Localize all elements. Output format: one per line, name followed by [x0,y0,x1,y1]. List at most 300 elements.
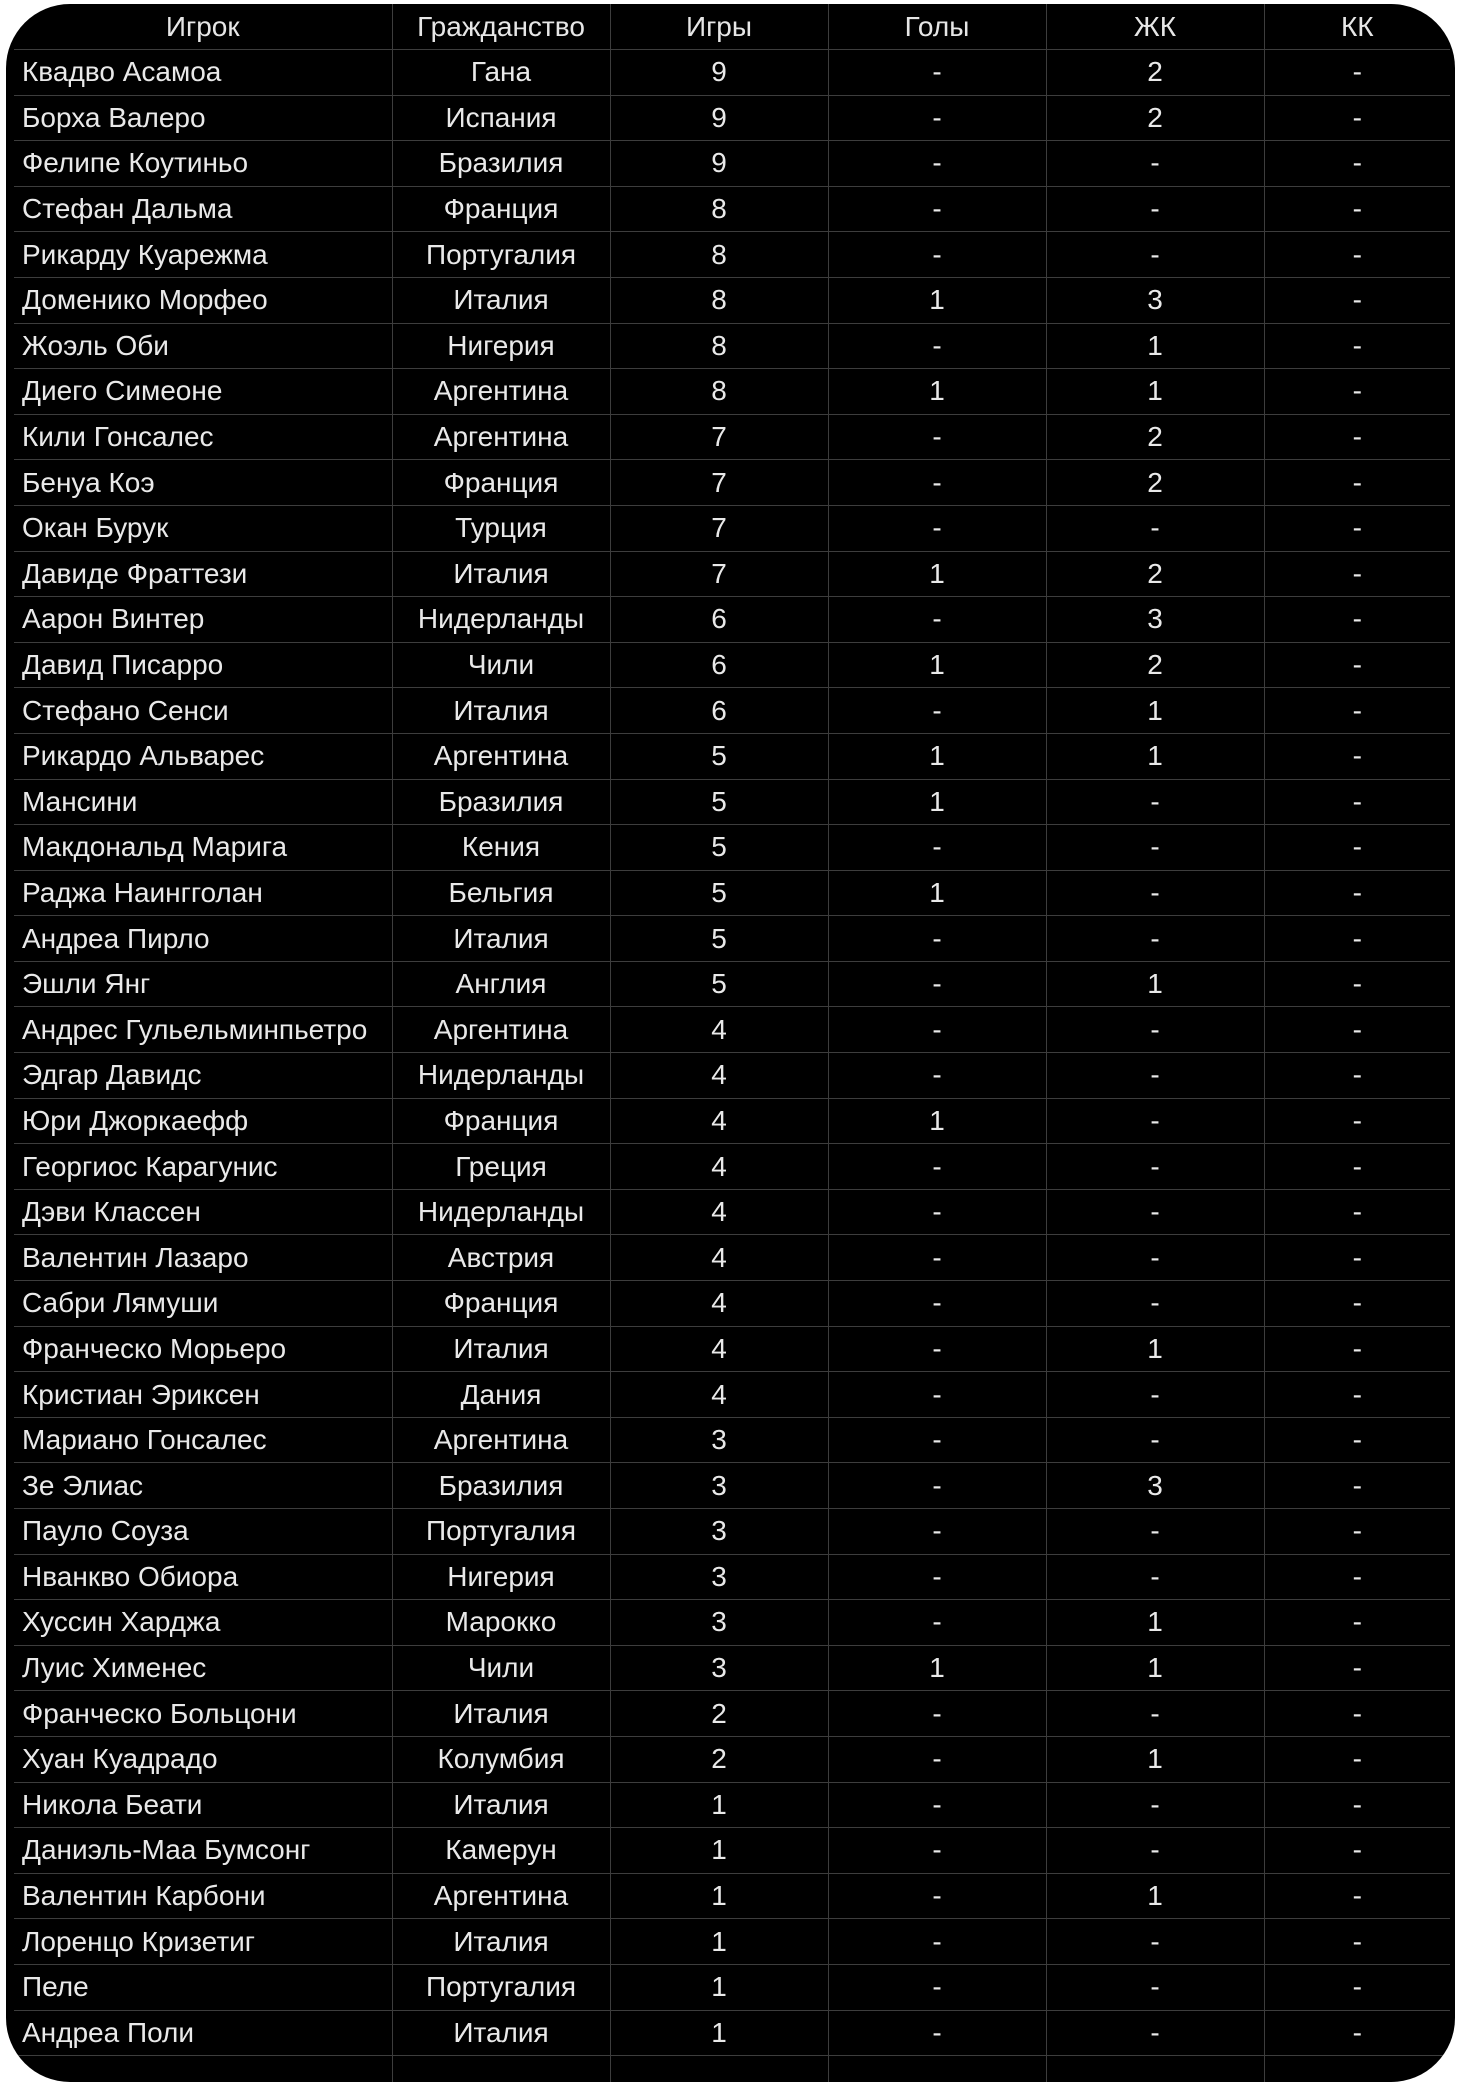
table-row [14,1235,1450,1281]
table-row [14,916,1450,962]
table-row [14,597,1450,643]
table-row [14,277,1450,323]
red-cards-cell: - [1264,1463,1450,1509]
games-cell: 8 [610,369,828,415]
red-cards-cell: - [1264,733,1450,779]
games-cell: 3 [610,1645,828,1691]
games-cell: 5 [610,825,828,871]
table-row [14,1098,1450,1144]
red-cards-cell: - [1264,961,1450,1007]
nationality-cell: Италия [392,277,610,323]
games-cell: 9 [610,95,828,141]
yellow-cards-cell: - [1046,1189,1264,1235]
yellow-cards-cell: - [1046,1281,1264,1327]
goals-cell: - [828,1691,1046,1737]
player-name-cell: Окан Бурук [14,505,392,551]
yellow-cards-cell: 1 [1046,688,1264,734]
nationality-cell: Австрия [392,1235,610,1281]
games-cell: 7 [610,414,828,460]
player-name-cell: Борха Валеро [14,95,392,141]
goals-cell: - [828,323,1046,369]
yellow-cards-cell: 1 [1046,1645,1264,1691]
table-header [14,4,1450,50]
yellow-cards-cell: 2 [1046,460,1264,506]
goals-cell: - [828,50,1046,96]
red-cards-cell: - [1264,414,1450,460]
column-header-nationality[interactable]: Гражданство [392,4,610,50]
red-cards-cell: - [1264,916,1450,962]
player-name-cell: Жоэль Оби [14,323,392,369]
red-cards-cell: - [1264,1053,1450,1099]
red-cards-cell: - [1264,505,1450,551]
games-cell: 2 [610,1736,828,1782]
nationality-cell: Чили [392,1645,610,1691]
yellow-cards-cell: - [1046,1828,1264,1874]
player-name-cell: Пауло Соуза [14,1509,392,1555]
goals-cell: 1 [828,642,1046,688]
player-name-cell: Андреа Поли [14,2010,392,2056]
games-cell: 1 [610,1919,828,1965]
yellow-cards-cell: 3 [1046,1463,1264,1509]
yellow-cards-cell: - [1046,1372,1264,1418]
table-row [14,414,1450,460]
nationality-cell: Португалия [392,1509,610,1555]
empty-cell [1264,2056,1450,2082]
games-cell: 9 [610,50,828,96]
games-cell: 3 [610,1509,828,1555]
table-row [14,642,1450,688]
player-name-cell: Фелипе Коутиньо [14,141,392,187]
goals-cell: - [828,1509,1046,1555]
nationality-cell: Аргентина [392,1873,610,1919]
yellow-cards-cell: 3 [1046,597,1264,643]
player-name-cell: Даниэль-Маа Бумсонг [14,1828,392,1874]
empty-cell [14,2056,392,2082]
red-cards-cell: - [1264,1782,1450,1828]
table-row [14,1873,1450,1919]
nationality-cell: Италия [392,551,610,597]
column-header-goals[interactable]: Голы [828,4,1046,50]
player-name-cell: Аарон Винтер [14,597,392,643]
goals-cell: - [828,186,1046,232]
games-cell: 1 [610,1782,828,1828]
table-row [14,870,1450,916]
yellow-cards-cell: 2 [1046,551,1264,597]
yellow-cards-cell: - [1046,779,1264,825]
games-cell: 1 [610,1964,828,2010]
games-cell: 6 [610,597,828,643]
table-row [14,961,1450,1007]
player-name-cell: Эшли Янг [14,961,392,1007]
red-cards-cell: - [1264,642,1450,688]
red-cards-cell: - [1264,1326,1450,1372]
games-cell: 6 [610,688,828,734]
games-cell: 4 [610,1053,828,1099]
nationality-cell: Испания [392,95,610,141]
goals-cell: - [828,1554,1046,1600]
player-name-cell: Рикарду Куарежма [14,232,392,278]
games-cell: 4 [610,1007,828,1053]
goals-cell: 1 [828,779,1046,825]
red-cards-cell: - [1264,870,1450,916]
nationality-cell: Камерун [392,1828,610,1874]
nationality-cell: Франция [392,186,610,232]
games-cell: 3 [610,1554,828,1600]
red-cards-cell: - [1264,1691,1450,1737]
table-row [14,1736,1450,1782]
red-cards-cell: - [1264,1828,1450,1874]
table-row [14,232,1450,278]
nationality-cell: Аргентина [392,733,610,779]
nationality-cell: Франция [392,1098,610,1144]
goals-cell: - [828,232,1046,278]
goals-cell: - [828,1144,1046,1190]
red-cards-cell: - [1264,1417,1450,1463]
yellow-cards-cell: - [1046,1417,1264,1463]
table-row [14,1281,1450,1327]
games-cell: 5 [610,870,828,916]
goals-cell: 1 [828,870,1046,916]
yellow-cards-cell: - [1046,186,1264,232]
stats-card [6,4,1455,2082]
player-name-cell: Сабри Лямуши [14,1281,392,1327]
red-cards-cell: - [1264,1736,1450,1782]
nationality-cell: Дания [392,1372,610,1418]
goals-cell: - [828,1372,1046,1418]
goals-cell: - [828,460,1046,506]
goals-cell: 1 [828,1645,1046,1691]
games-cell: 4 [610,1235,828,1281]
yellow-cards-cell: - [1046,1235,1264,1281]
player-name-cell: Хуан Куадрадо [14,1736,392,1782]
table-row [14,2010,1450,2056]
table-row [14,733,1450,779]
nationality-cell: Турция [392,505,610,551]
games-cell: 4 [610,1189,828,1235]
goals-cell: - [828,414,1046,460]
table-row [14,460,1450,506]
games-cell: 7 [610,460,828,506]
nationality-cell: Кения [392,825,610,871]
table-row [14,1326,1450,1372]
nationality-cell: Англия [392,961,610,1007]
games-cell: 4 [610,1372,828,1418]
column-header-yellow-cards[interactable]: ЖК [1046,4,1264,50]
red-cards-cell: - [1264,1964,1450,2010]
table-row [14,1463,1450,1509]
nationality-cell: Франция [392,1281,610,1327]
red-cards-cell: - [1264,186,1450,232]
nationality-cell: Италия [392,916,610,962]
goals-cell: - [828,1736,1046,1782]
player-name-cell: Стефано Сенси [14,688,392,734]
player-name-cell: Андреа Пирло [14,916,392,962]
red-cards-cell: - [1264,323,1450,369]
yellow-cards-cell: 1 [1046,1326,1264,1372]
games-cell: 9 [610,141,828,187]
table-row [14,1417,1450,1463]
empty-row [14,2056,1450,2082]
goals-cell: - [828,1281,1046,1327]
table-row [14,323,1450,369]
goals-cell: - [828,688,1046,734]
yellow-cards-cell: 2 [1046,414,1264,460]
table-row [14,1509,1450,1555]
player-name-cell: Рикардо Альварес [14,733,392,779]
table-row [14,1053,1450,1099]
red-cards-cell: - [1264,1873,1450,1919]
red-cards-cell: - [1264,1554,1450,1600]
goals-cell: - [828,1417,1046,1463]
yellow-cards-cell: - [1046,870,1264,916]
red-cards-cell: - [1264,597,1450,643]
goals-cell: - [828,95,1046,141]
goals-cell: 1 [828,369,1046,415]
yellow-cards-cell: - [1046,1509,1264,1555]
player-name-cell: Стефан Дальма [14,186,392,232]
player-name-cell: Квадво Асамоа [14,50,392,96]
player-name-cell: Кристиан Эриксен [14,1372,392,1418]
red-cards-cell: - [1264,825,1450,871]
nationality-cell: Бразилия [392,141,610,187]
red-cards-cell: - [1264,1600,1450,1646]
nationality-cell: Аргентина [392,369,610,415]
player-name-cell: Франческо Морьеро [14,1326,392,1372]
player-name-cell: Давид Писарро [14,642,392,688]
table-row [14,50,1450,96]
red-cards-cell: - [1264,1007,1450,1053]
player-name-cell: Дэви Классен [14,1189,392,1235]
table-row [14,825,1450,871]
nationality-cell: Нигерия [392,323,610,369]
table-row [14,551,1450,597]
yellow-cards-cell: - [1046,232,1264,278]
yellow-cards-cell: - [1046,825,1264,871]
yellow-cards-cell: 1 [1046,1736,1264,1782]
red-cards-cell: - [1264,688,1450,734]
table-row [14,1828,1450,1874]
player-name-cell: Диего Симеоне [14,369,392,415]
games-cell: 1 [610,1873,828,1919]
nationality-cell: Аргентина [392,1007,610,1053]
red-cards-cell: - [1264,50,1450,96]
empty-cell [610,2056,828,2082]
table-row [14,1919,1450,1965]
nationality-cell: Нидерланды [392,597,610,643]
games-cell: 8 [610,232,828,278]
red-cards-cell: - [1264,369,1450,415]
games-cell: 6 [610,642,828,688]
goals-cell: - [828,1919,1046,1965]
games-cell: 7 [610,505,828,551]
goals-cell: - [828,1007,1046,1053]
player-name-cell: Макдональд Марига [14,825,392,871]
nationality-cell: Португалия [392,232,610,278]
player-name-cell: Кили Гонсалес [14,414,392,460]
goals-cell: - [828,1600,1046,1646]
table-row [14,1554,1450,1600]
table-row [14,1144,1450,1190]
nationality-cell: Бразилия [392,1463,610,1509]
player-name-cell: Доменико Морфео [14,277,392,323]
yellow-cards-cell: - [1046,1098,1264,1144]
nationality-cell: Португалия [392,1964,610,2010]
goals-cell: 1 [828,277,1046,323]
games-cell: 4 [610,1098,828,1144]
nationality-cell: Италия [392,1782,610,1828]
games-cell: 8 [610,323,828,369]
yellow-cards-cell: 2 [1046,95,1264,141]
empty-cell [1046,2056,1264,2082]
nationality-cell: Италия [392,1326,610,1372]
player-name-cell: Лоренцо Кризетиг [14,1919,392,1965]
red-cards-cell: - [1264,95,1450,141]
table-row [14,1372,1450,1418]
nationality-cell: Аргентина [392,1417,610,1463]
red-cards-cell: - [1264,1281,1450,1327]
player-name-cell: Никола Беати [14,1782,392,1828]
column-header-games[interactable]: Игры [610,4,828,50]
table-row [14,369,1450,415]
goals-cell: - [828,2010,1046,2056]
nationality-cell: Нидерланды [392,1189,610,1235]
player-name-cell: Раджа Наингголан [14,870,392,916]
table-row [14,1189,1450,1235]
nationality-cell: Аргентина [392,414,610,460]
games-cell: 3 [610,1417,828,1463]
table-body [14,50,1450,2083]
table-row [14,95,1450,141]
nationality-cell: Нигерия [392,1554,610,1600]
empty-cell [392,2056,610,2082]
yellow-cards-cell: - [1046,1782,1264,1828]
goals-cell: - [828,1235,1046,1281]
red-cards-cell: - [1264,1919,1450,1965]
yellow-cards-cell: - [1046,1964,1264,2010]
yellow-cards-cell: 2 [1046,642,1264,688]
nationality-cell: Греция [392,1144,610,1190]
empty-cell [828,2056,1046,2082]
player-name-cell: Зе Элиас [14,1463,392,1509]
player-name-cell: Валентин Карбони [14,1873,392,1919]
player-name-cell: Луис Хименес [14,1645,392,1691]
column-header-player[interactable]: Игрок [14,4,392,50]
table-row [14,1645,1450,1691]
games-cell: 3 [610,1600,828,1646]
games-cell: 4 [610,1281,828,1327]
table-row [14,688,1450,734]
red-cards-cell: - [1264,1645,1450,1691]
goals-cell: 1 [828,1098,1046,1144]
red-cards-cell: - [1264,1098,1450,1144]
column-header-red-cards[interactable]: КК [1264,4,1450,50]
player-name-cell: Мансини [14,779,392,825]
nationality-cell: Италия [392,1691,610,1737]
red-cards-cell: - [1264,1509,1450,1555]
red-cards-cell: - [1264,1144,1450,1190]
goals-cell: - [828,1053,1046,1099]
player-name-cell: Валентин Лазаро [14,1235,392,1281]
goals-cell: - [828,1463,1046,1509]
table-row [14,1782,1450,1828]
goals-cell: - [828,505,1046,551]
nationality-cell: Франция [392,460,610,506]
yellow-cards-cell: - [1046,505,1264,551]
red-cards-cell: - [1264,1189,1450,1235]
nationality-cell: Нидерланды [392,1053,610,1099]
yellow-cards-cell: - [1046,916,1264,962]
nationality-cell: Италия [392,2010,610,2056]
goals-cell: - [828,916,1046,962]
games-cell: 4 [610,1326,828,1372]
games-cell: 8 [610,186,828,232]
red-cards-cell: - [1264,551,1450,597]
player-name-cell: Юри Джоркаефф [14,1098,392,1144]
yellow-cards-cell: 1 [1046,733,1264,779]
table-row [14,779,1450,825]
table-row [14,1964,1450,2010]
table-row [14,1600,1450,1646]
nationality-cell: Бельгия [392,870,610,916]
red-cards-cell: - [1264,1372,1450,1418]
nationality-cell: Италия [392,1919,610,1965]
yellow-cards-cell: - [1046,1144,1264,1190]
player-name-cell: Мариано Гонсалес [14,1417,392,1463]
yellow-cards-cell: 1 [1046,323,1264,369]
player-name-cell: Давиде Фраттези [14,551,392,597]
red-cards-cell: - [1264,277,1450,323]
yellow-cards-cell: - [1046,1554,1264,1600]
table-row [14,141,1450,187]
player-name-cell: Эдгар Давидс [14,1053,392,1099]
player-stats-table [14,4,1450,2082]
yellow-cards-cell: 1 [1046,1873,1264,1919]
nationality-cell: Италия [392,688,610,734]
games-cell: 1 [610,2010,828,2056]
nationality-cell: Гана [392,50,610,96]
header-row [14,4,1450,50]
player-name-cell: Георгиос Карагунис [14,1144,392,1190]
yellow-cards-cell: - [1046,1691,1264,1737]
yellow-cards-cell: 1 [1046,369,1264,415]
goals-cell: - [828,1828,1046,1874]
goals-cell: - [828,1189,1046,1235]
goals-cell: - [828,597,1046,643]
yellow-cards-cell: 2 [1046,50,1264,96]
goals-cell: - [828,141,1046,187]
yellow-cards-cell: - [1046,1053,1264,1099]
games-cell: 8 [610,277,828,323]
yellow-cards-cell: 1 [1046,961,1264,1007]
nationality-cell: Колумбия [392,1736,610,1782]
yellow-cards-cell: 1 [1046,1600,1264,1646]
goals-cell: 1 [828,733,1046,779]
nationality-cell: Чили [392,642,610,688]
table-row [14,505,1450,551]
games-cell: 7 [610,551,828,597]
games-cell: 1 [610,1828,828,1874]
nationality-cell: Марокко [392,1600,610,1646]
red-cards-cell: - [1264,460,1450,506]
yellow-cards-cell: - [1046,1007,1264,1053]
goals-cell: - [828,825,1046,871]
table-row [14,1691,1450,1737]
player-name-cell: Андрес Гульельминпьетро [14,1007,392,1053]
games-cell: 3 [610,1463,828,1509]
red-cards-cell: - [1264,2010,1450,2056]
player-name-cell: Хуссин Харджа [14,1600,392,1646]
red-cards-cell: - [1264,1235,1450,1281]
